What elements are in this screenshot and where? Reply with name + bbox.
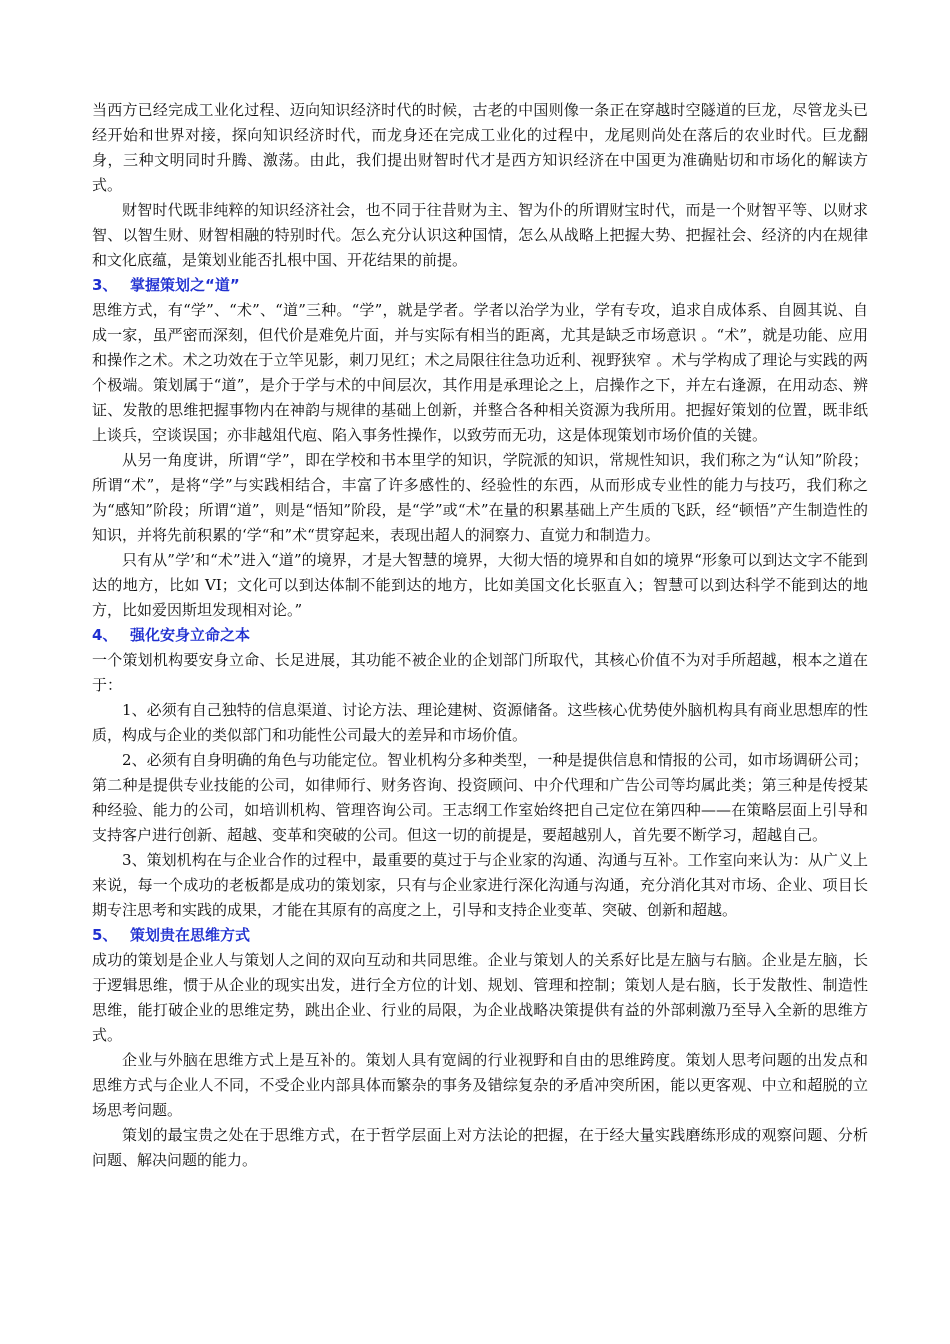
section-3-heading xyxy=(92,273,868,298)
section-5-paragraph-1: 成功的策划是企业人与策划人之间的双向互动和共同思维。企业与策划人的关系好比是左脑与右脑。企业是左脑，长于逻辑思维，惯于从企业的现实出发，进行全方位的计划、规划、管理和控制；策划人是右脑，长于发散性、制造性思维，能打破企业的思维定势，跳出企业、行业的局限，为企业战略决策提供有益的外部刺激乃至导入全新的思维方式。 xyxy=(92,951,868,1044)
section-4-item-3: 3、策划机构在与企业合作的过程中，最重要的莫过于与企业家的沟通、沟通与互补。工作室向来认为：从广义上来说，每一个成功的老板都是成功的策划家，只有与企业家进行深化沟通与沟通，充分消化其对市场、企业、项目长期专注思考和实践的成果，才能在其原有的高度之上，引导和支持企业变革、突破、创新和超越。 xyxy=(92,851,868,919)
document-page xyxy=(92,98,868,1173)
section-3-number: 3、 xyxy=(92,276,118,294)
intro-paragraph-2: 财智时代既非纯粹的知识经济社会，也不同于往昔财为主、智为仆的所谓财宝时代，而是一个财智平等、以财求智、以智生财、财智相融的特别时代。怎么充分认识这种国情，怎么从战略上把握大势、把握社会、经济的内在规律和文化底蕴，是策划业能否扎根中国、开花结果的前提。 xyxy=(92,201,868,269)
intro-paragraph-1: 当西方已经完成工业化过程、迈向知识经济时代的时候，古老的中国则像一条正在穿越时空隧道的巨龙，尽管龙头已经开始和世界对接，探向知识经济时代，而龙身还在完成工业化的过程中，龙尾则尚处在落后的农业时代。巨龙翻身，三种文明同时升腾、激荡。由此，我们提出财智时代才是西方知识经济在中国更为准确贴切和市场化的解读方式。 xyxy=(92,101,868,194)
section-4-heading xyxy=(92,623,868,648)
section-3-title: 掌握策划之“道” xyxy=(130,276,240,294)
section-5-paragraph-3: 策划的最宝贵之处在于思维方式，在于哲学层面上对方法论的把握，在于经大量实践磨练形成的观察问题、分析问题、解决问题的能力。 xyxy=(92,1126,868,1169)
section-3-paragraph-2: 从另一角度讲，所谓“学”，即在学校和书本里学的知识，学院派的知识，常规性知识，我们称之为“认知”阶段；所谓“术”，是将“学”与实践相结合，丰富了许多感性的、经验性的东西，从而形成专业性的能力与技巧，我们称之为“感知”阶段；所谓“道”，则是“悟知”阶段，是“学”或“术”在量的积累基础上产生质的飞跃，经“顿悟”产生制造性的知识，并将先前积累的‘学“和”术“贯穿起来，表现出超人的洞察力、直觉力和制造力。 xyxy=(92,451,868,544)
section-3-paragraph-3: 只有从”学’和“术”进入“道”的境界，才是大智慧的境界，大彻大悟的境界和自如的境界“形象可以到达文字不能到达的地方，比如 VI；文化可以到达体制不能到达的地方，比如美国文化长驱直入；智慧可以到达科学不能到达的地方，比如爱因斯坦发现相对论。” xyxy=(92,551,868,619)
section-4-number: 4、 xyxy=(92,626,118,644)
section-5-number: 5、 xyxy=(92,926,118,944)
section-5-heading xyxy=(92,923,868,948)
section-5-paragraph-2: 企业与外脑在思维方式上是互补的。策划人具有宽阔的行业视野和自由的思维跨度。策划人思考问题的出发点和思维方式与企业人不同，不受企业内部具体而繁杂的事务及错综复杂的矛盾冲突所困，能以更客观、中立和超脱的立场思考问题。 xyxy=(92,1051,868,1119)
section-4-title: 强化安身立命之本 xyxy=(130,626,251,644)
section-4-paragraph-1: 一个策划机构要安身立命、长足进展，其功能不被企业的企划部门所取代，其核心价值不为对手所超越，根本之道在于： xyxy=(92,651,868,694)
section-4-item-1: 1、必须有自己独特的信息渠道、讨论方法、理论建树、资源储备。这些核心优势使外脑机构具有商业思想库的性质，构成与企业的类似部门和功能性公司最大的差异和市场价值。 xyxy=(92,701,868,744)
section-4-item-2: 2、必须有自身明确的角色与功能定位。智业机构分多种类型，一种是提供信息和情报的公司，如市场调研公司；第二种是提供专业技能的公司，如律师行、财务咨询、投资顾问、中介代理和广告公司等均属此类；第三种是传授某种经验、能力的公司，如培训机构、管理咨询公司。王志纲工作室始终把自己定位在第四种——在策略层面上引导和支持客户进行创新、超越、变革和突破的公司。但这一切的前提是，要超越别人，首先要不断学习，超越自己。 xyxy=(92,751,868,844)
section-5-title: 策划贵在思维方式 xyxy=(130,926,251,944)
section-3-paragraph-1: 思维方式，有“学”、“术”、“道”三种。“学”，就是学者。学者以治学为业，学有专攻，追求自成体系、自圆其说、自成一家，虽严密而深刻，但代价是难免片面，并与实际有相当的距离，尤其是缺乏市场意识 。“术”，就是功能、应用和操作之术。术之功效在于立竿见影，刺刀见红；术之局限往往急功近利、视野狭窄 。术与学构成了理论与实践的两个极端。策划属于“道”，是介于学与术的中间层次，其作用是承理论之上，启操作之下，并左右逢源，在用动态、辨证、发散的思维把握事物内在神韵与规律的基础上创新，并整合各种相关资源为我所用。把握好策划的位置，既非纸上谈兵，空谈误国；亦非越俎代庖、陷入事务性操作，以致劳而无功，这是体现策划市场价值的关键。 xyxy=(92,301,868,444)
